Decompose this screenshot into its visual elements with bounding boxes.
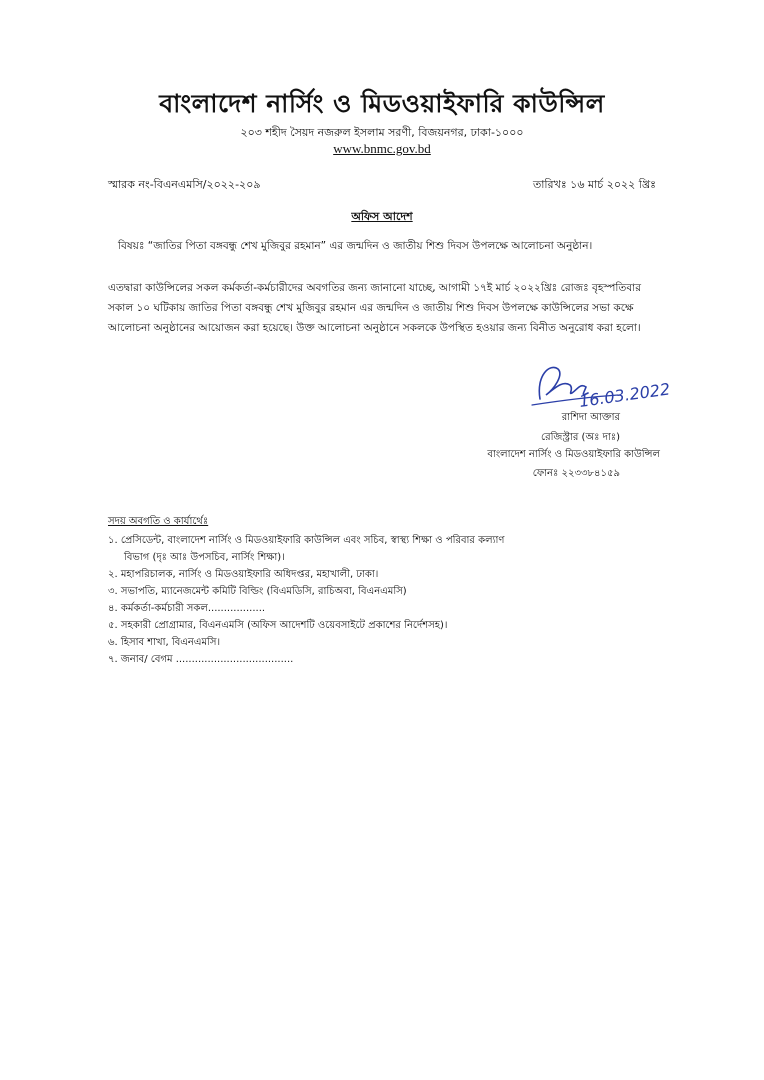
document-type-heading	[0, 208, 764, 227]
distribution-item: ১. প্রেসিডেন্ট, বাংলাদেশ নার্সিং ও মিডওয়াইফারি কাউন্সিল এবং সচিব, স্বাস্থ্য শিক্ষা ও পরিবার কল্যাণ	[108, 535, 505, 546]
body-paragraph: এতদ্বারা কাউন্সিলের সকল কর্মকর্তা-কর্মচারীদের অবগতির জন্য জানানো যাচ্ছে, আগামী ১৭ই মার্চ ২০২২খ্রিঃ রোজঃ বৃহস্পতিবার সকাল ১০ ঘটিকায় জাতির পিতা বঙ্গবন্ধু শেখ মুজিবুর রহমান এর জন্মদিন ও জাতীয় শিশু দিবস উপলক্ষে কাউন্সিলের সভা কক্ষে আলোচনা অনুষ্ঠানের আয়োজন করা হয়েছে। উক্ত আলোচনা অনুষ্ঠানে সকলকে উপস্থিত হওয়ার জন্য বিনীত অনুরোধ করা হলো।	[108, 282, 641, 334]
signatory-title: রেজিস্ট্রার (অঃ দাঃ)	[541, 432, 620, 443]
website-link[interactable]: www.bnmc.gov.bd	[333, 141, 431, 156]
distribution-list	[108, 532, 668, 668]
handwritten-date: 16.03.2022	[577, 379, 672, 411]
document-date: তারিখঃ ১৬ মার্চ ২০২২ খ্রিঃ	[532, 178, 656, 191]
distribution-item: ৭. জনাব/ বেগম .....................................	[108, 654, 294, 665]
subject-line: বিষয়ঃ “জাতির পিতা বঙ্গবন্ধু শেখ মুজিবুর রহমান” এর জন্মদিন ও জাতীয় শিশু দিবস উপলক্ষে আলোচনা অনুষ্ঠান।	[118, 240, 593, 252]
signatory-organization: বাংলাদেশ নার্সিং ও মিডওয়াইফারি কাউন্সিল	[487, 449, 660, 460]
distribution-item: ২. মহাপরিচালক, নার্সিং ও মিডওয়াইফারি অধিদপ্তর, মহাখালী, ঢাকা।	[108, 569, 379, 580]
distribution-item: ৬. হিসাব শাখা, বিএনএমসি।	[108, 637, 221, 648]
distribution-heading: সদয় অবগতি ও কার্যার্থেঃ	[108, 516, 209, 527]
signatory-phone: ফোনঃ ২২৩৩৮৪১৫৯	[532, 468, 620, 479]
reference-number: স্মারক নং-বিএনএমসি/২০২২-২০৯	[108, 178, 261, 191]
distribution-item: ৩. সভাপতি, ম্যানেজমেন্ট কমিটি বিল্ডিং (বিএমডিসি, রাচিঅবা, বিএনএমসি)	[108, 586, 407, 597]
distribution-item-continuation: বিভাগ (দৃঃ আঃ উপসচিব, নার্সিং শিক্ষা)।	[124, 552, 285, 563]
signatory-name: রাশিদা আক্তার	[561, 412, 620, 423]
organization-title: বাংলাদেশ নার্সিং ও মিডওয়াইফারি কাউন্সিল	[159, 89, 605, 118]
document-type-label: অফিস আদেশ	[351, 210, 413, 223]
distribution-item: ৪. কর্মকর্তা-কর্মচারী সকল..................	[108, 603, 266, 614]
organization-address: ২০৩ শহীদ সৈয়দ নজরুল ইসলাম সরণী, বিজয়নগর, ঢাকা-১০০০	[240, 126, 524, 139]
distribution-item: ৫. সহকারী প্রোগ্রামার, বিএনএমসি (অফিস আদেশটি ওয়েবসাইটে প্রকাশের নির্দেশসহ)।	[108, 620, 448, 631]
